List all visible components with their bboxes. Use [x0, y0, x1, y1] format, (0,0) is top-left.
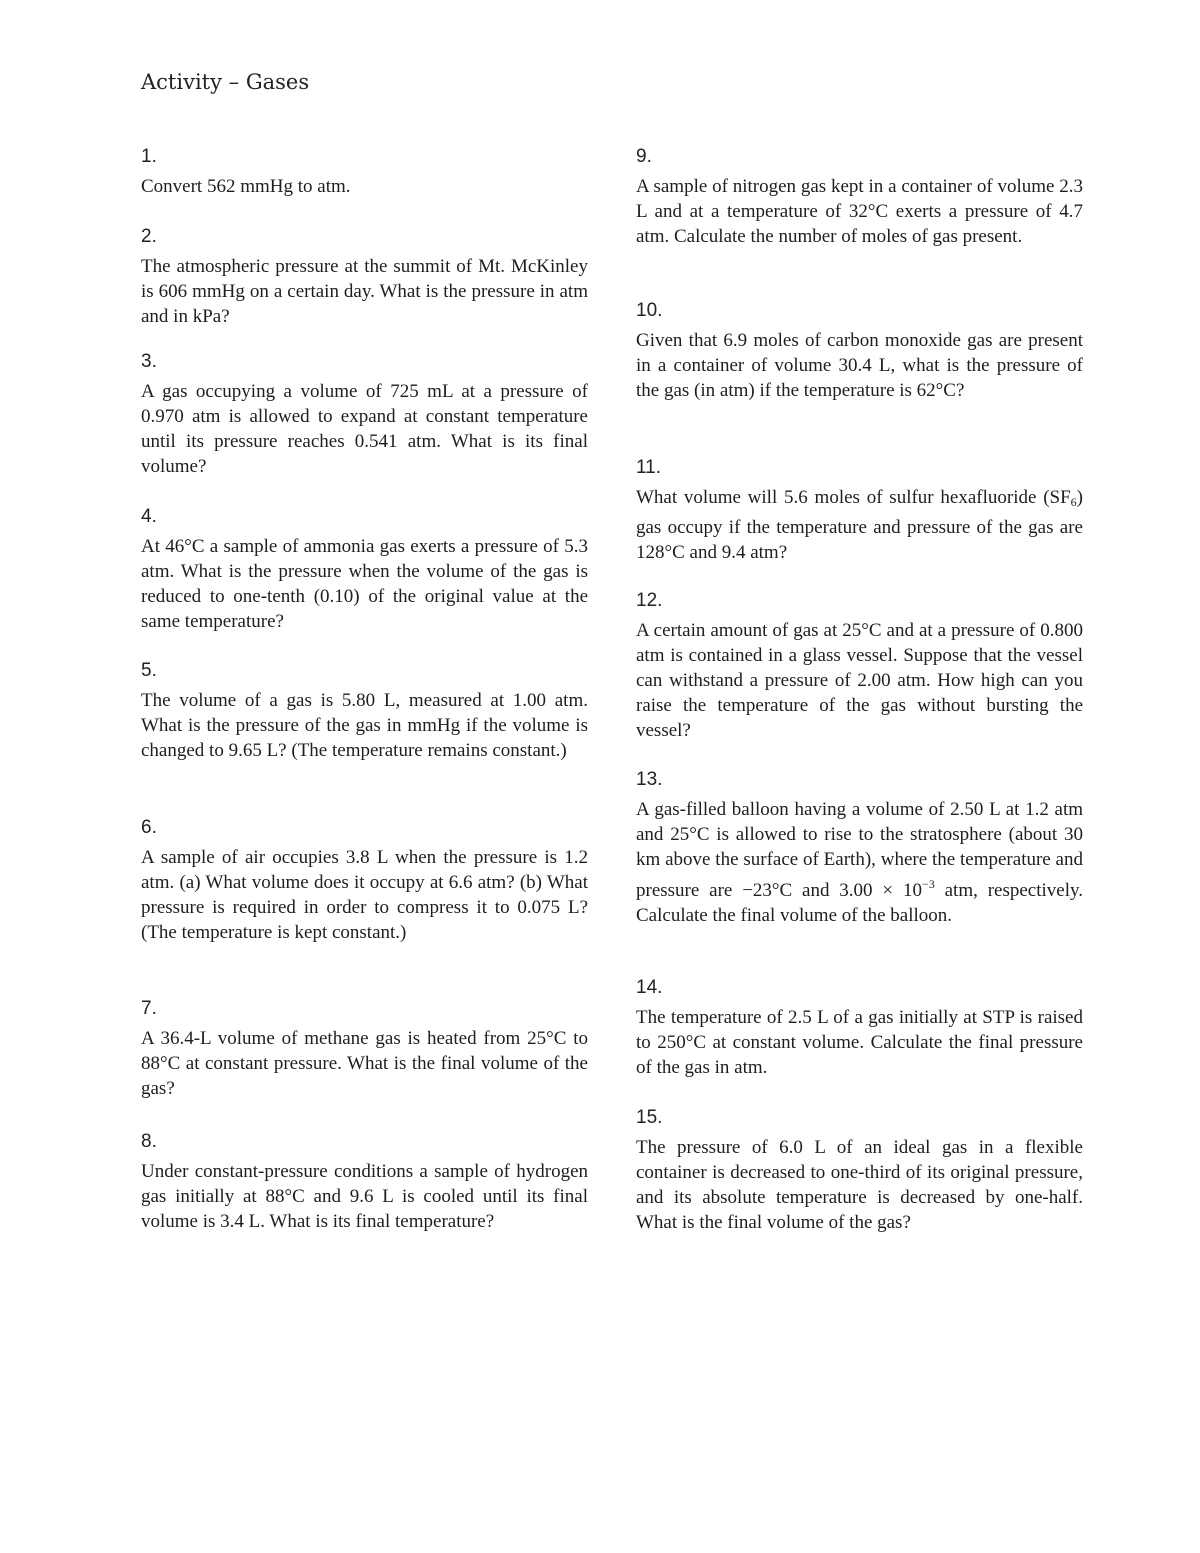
question-text: The volume of a gas is 5.80 L, measured at 1.00 atm. What is the pressure of the gas in mmHg if the volume is changed to 9.65 L? (The temperature remains constant.): [141, 690, 588, 761]
question-6: [141, 816, 588, 945]
question-number: 11.: [636, 457, 662, 478]
question-text: The pressure of 6.0 L of an ideal gas in a flexible container is decreased to one-third of its original pressure, and its absolute temperature is decreased by one-half. What is the final volume of the gas?: [636, 1137, 1083, 1233]
question-text-part: What volume will 5.6 moles of sulfur hexafluoride (SF: [636, 487, 1071, 508]
superscript: −3: [921, 877, 935, 891]
question-text: A 36.4-L volume of methane gas is heated from 25°C to 88°C at constant pressure. What is the final volume of the gas?: [141, 1028, 588, 1099]
question-text: Convert 562 mmHg to atm.: [141, 176, 351, 197]
question-text: A certain amount of gas at 25°C and at a pressure of 0.800 atm is contained in a glass vessel. Suppose that the vessel can withstand a pressure of 2.00 atm. How high can you raise the temperature of the gas without bursting the vessel?: [636, 620, 1083, 741]
question-12: [636, 589, 1083, 743]
question-number: 3.: [141, 351, 157, 372]
question-text-part: atm, respectively. Calculate the final volume of the balloon.: [636, 880, 1084, 926]
question-number: 10.: [636, 300, 663, 321]
question-text: [636, 485, 1083, 565]
question-8: [141, 1130, 588, 1234]
question-text: A sample of nitrogen gas kept in a container of volume 2.3 L and at a temperature of 32°C exerts a pressure of 4.7 atm. Calculate the number of moles of gas present.: [636, 176, 1083, 247]
question-4: [141, 505, 588, 634]
page-title: Activity – Gases: [141, 70, 310, 94]
question-number: 4.: [141, 506, 157, 527]
question-5: [141, 659, 588, 763]
question-text: Under constant-pressure conditions a sample of hydrogen gas initially at 88°C and 9.6 L is cooled until its final volume is 3.4 L. What is its final temperature?: [141, 1161, 588, 1232]
question-number: 5.: [141, 660, 157, 681]
question-text: The atmospheric pressure at the summit of Mt. McKinley is 606 mmHg on a certain day. What is the pressure in atm and in kPa?: [141, 256, 588, 327]
subscript: 6: [1070, 495, 1077, 509]
question-text-part: A gas-filled balloon having a volume of 2.50 L at 1.2 atm and 25°C is allowed to rise to the stratosphere (about 30 km above the surface of Earth), where the temperature and pressure are −23°C and 3.00 × 10: [636, 799, 1083, 901]
question-text: Given that 6.9 moles of carbon monoxide gas are present in a container of volume 30.4 L, what is the pressure of the gas (in atm) if the temperature is 62°C?: [636, 330, 1083, 401]
question-number: 8.: [141, 1131, 157, 1152]
question-number: 6.: [141, 817, 157, 838]
question-14: [636, 976, 1083, 1080]
question-text: [636, 797, 1083, 928]
question-11: [636, 456, 1083, 565]
question-number: 13.: [636, 769, 663, 790]
question-text: At 46°C a sample of ammonia gas exerts a pressure of 5.3 atm. What is the pressure when the volume of the gas is reduced to one-tenth (0.10) of the original value at the same temperature?: [141, 536, 588, 632]
question-number: 15.: [636, 1107, 663, 1128]
question-number: 14.: [636, 977, 663, 998]
question-text: A sample of air occupies 3.8 L when the pressure is 1.2 atm. (a) What volume does it occupy at 6.6 atm? (b) What pressure is required in order to compress it to 0.075 L? (The temperature is kept constant.): [141, 847, 588, 943]
question-number: 9.: [636, 146, 652, 167]
question-7: [141, 997, 588, 1101]
question-2: [141, 225, 588, 329]
question-text: The temperature of 2.5 L of a gas initially at STP is raised to 250°C at constant volume. Calculate the final pressure of the gas in atm.: [636, 1007, 1083, 1078]
question-number: 1.: [141, 146, 157, 167]
question-1: [141, 145, 588, 199]
question-text: A gas occupying a volume of 725 mL at a pressure of 0.970 atm is allowed to expand at constant temperature until its pressure reaches 0.541 atm. What is its final volume?: [141, 381, 588, 477]
question-number: 7.: [141, 998, 157, 1019]
question-3: [141, 350, 588, 479]
question-10: [636, 299, 1083, 403]
question-number: 2.: [141, 226, 157, 247]
question-15: [636, 1106, 1083, 1235]
question-13: [636, 768, 1083, 928]
question-9: [636, 145, 1083, 249]
question-text-part: ) gas occupy if the temperature and pressure of the gas are 128°C and 9.4 atm?: [636, 487, 1083, 563]
question-number: 12.: [636, 590, 663, 611]
